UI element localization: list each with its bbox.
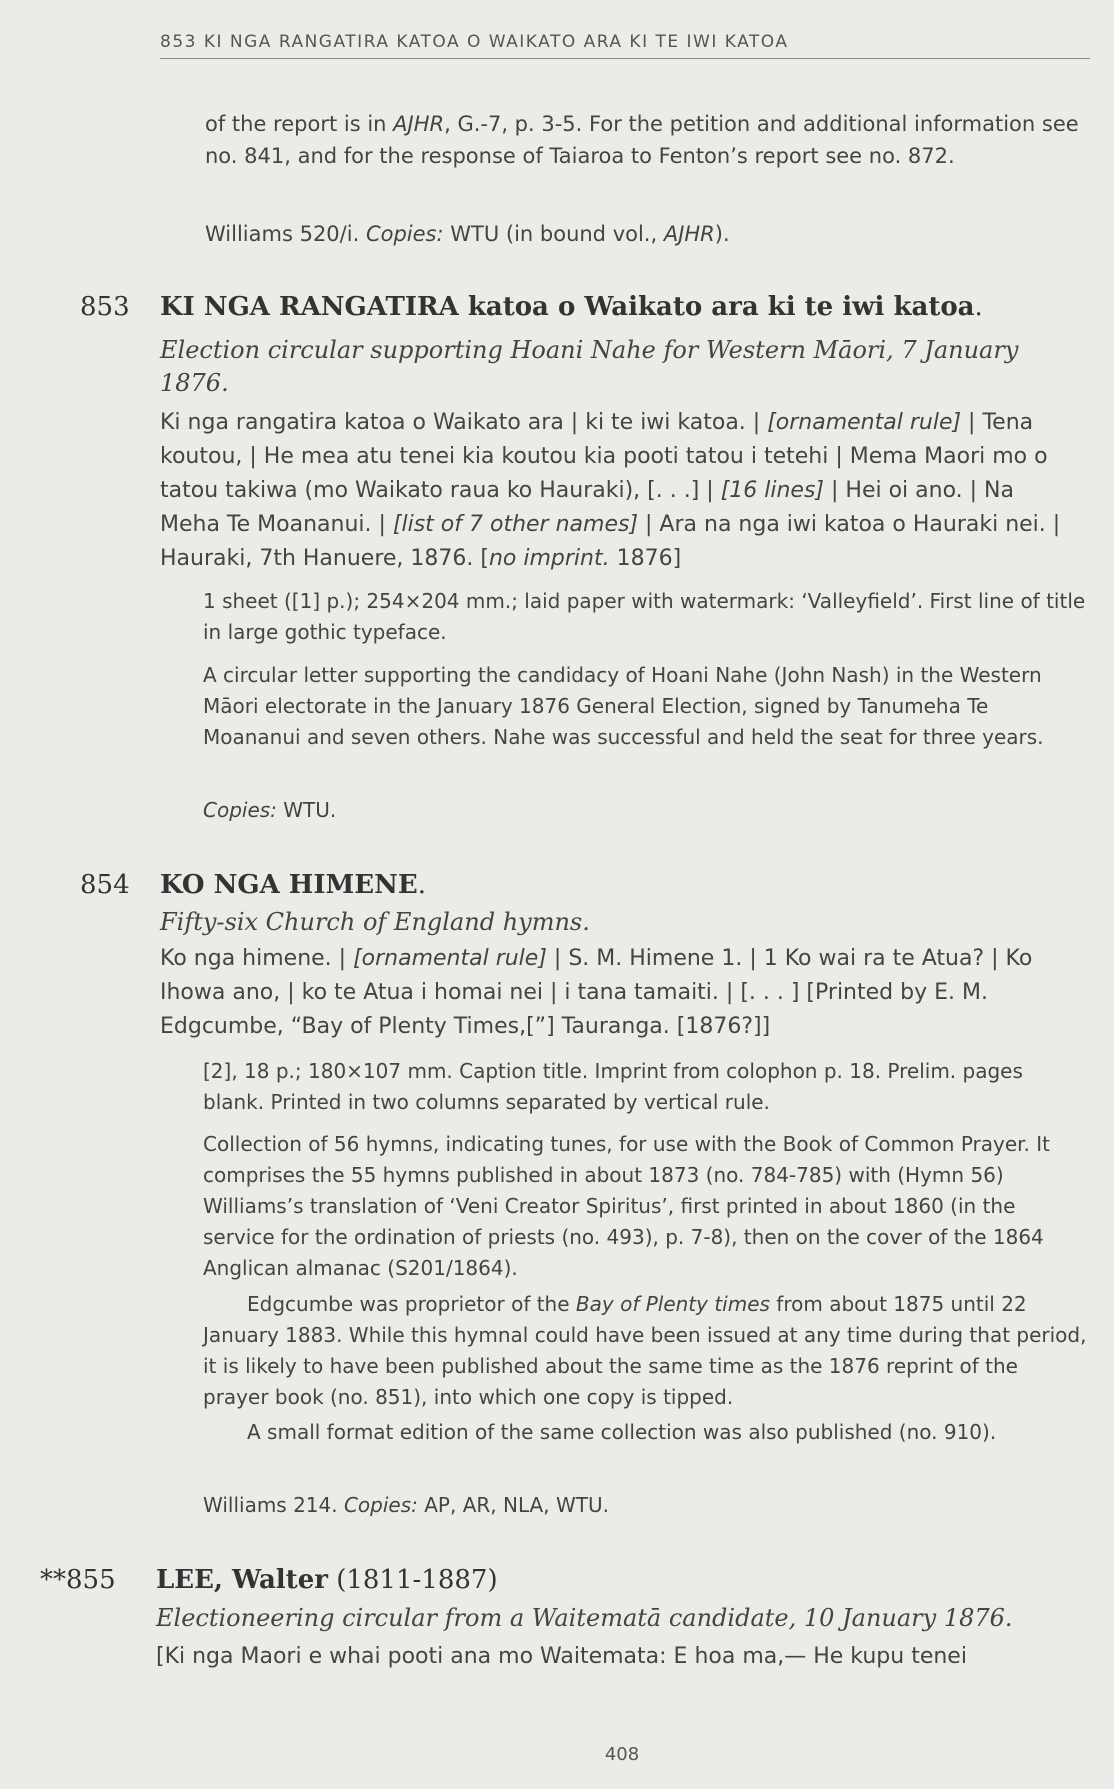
entry-copies-854: Williams 214. Copies: AP, AR, NLA, WTU. — [203, 1493, 609, 1517]
transcription-segment: [list of 7 other names] — [392, 512, 639, 537]
transcription-segment: Ko nga himene. | — [160, 946, 354, 971]
entry-heading-855: LEE, Walter (1811-1887) — [156, 1565, 498, 1595]
running-head: 853 KI NGA RANGATIRA KATOA O WAIKATO ARA KI TE IWI KATOA — [160, 32, 1090, 59]
transcription-segment: | Ara na nga iwi katoa o Hauraki nei. | Hauraki, 7th Hanuere, 1876. [ — [160, 512, 1061, 571]
transcription-segment: Ki nga rangatira katoa o Waikato ara | ki te iwi katoa. | — [160, 410, 768, 435]
entry-physical-854: [2], 18 p.; 180×107 mm. Caption title. Imprint from colophon p. 18. Prelim. pages blank. Printed in two columns separated by vertical rule. — [203, 1059, 1023, 1114]
transcription-segment: 1876] — [609, 546, 682, 571]
entry-subtitle-853: Election circular supporting Hoani Nahe for Western Māori, 7 January 1876. — [160, 336, 1019, 397]
entry-physical-853: 1 sheet ([1] p.); 254×204 mm.; laid paper with watermark: ‘Valleyfield’. First line of title in large gothic typeface. — [203, 589, 1086, 644]
transcription-segment: [ornamental rule] — [767, 410, 962, 435]
entry-subtitle-855: Electioneering circular from a Waitematā candidate, 10 January 1876. — [156, 1604, 1013, 1632]
continuation-note: of the report is in AJHR, G.-7, p. 3-5. For the petition and additional information see no. 841, and for the response of Taiaroa to Fenton’s report see no. 872. — [205, 112, 1079, 168]
continuation-copies: Williams 520/i. Copies: WTU (in bound vol., AJHR). — [205, 222, 730, 246]
entry-note-853: A circular letter supporting the candidacy of Hoani Nahe (John Nash) in the Western Māori electorate in the January 1876 General Election, signed by Tanumeha Te Moananui and seven others. Nahe was successful and held the seat for three years. — [203, 663, 1044, 749]
entry-note-854-edition: A small format edition of the same collection was also published (no. 910). — [247, 1420, 997, 1444]
page-number: 408 — [604, 1744, 640, 1765]
entry-transcription-853 — [160, 406, 1075, 576]
entry-copies-853: Copies: WTU. — [203, 798, 337, 822]
transcription-segment: no imprint. — [488, 546, 610, 571]
transcription-segment: | Tena koutou, | He mea atu tenei kia koutou kia pooti tatou i tetehi | Mema Maori mo o tatou takiwa (mo Waikato raua ko Hauraki), [. . .] | — [160, 410, 1048, 503]
entry-number-853: 853 — [80, 292, 130, 322]
transcription-segment: | Hei oi ano. | Na Meha Te Moananui. | — [160, 478, 1014, 537]
entry-note-854-edgcumbe: Edgcumbe was proprietor of the Bay of Plenty times from about 1875 until 22 January 1883. While this hymnal could have been issued at any time during that period, it is likely to have been published about the same time as the 1876 reprint of the prayer book (no. 851), into which one copy is tipped. — [203, 1292, 1087, 1409]
entry-number-855: **855 — [40, 1565, 116, 1595]
entry-transcription-855: [Ki nga Maori e whai pooti ana mo Waitemata: E hoa ma,— He kupu tenei — [156, 1644, 967, 1669]
transcription-segment: [16 lines] — [720, 478, 825, 503]
entry-heading-854: KO NGA HIMENE. — [160, 870, 426, 900]
entry-heading-853: KI NGA RANGATIRA katoa o Waikato ara ki te iwi katoa. — [160, 292, 983, 322]
transcription-segment: [ornamental rule] — [353, 946, 547, 971]
entry-transcription-854 — [160, 942, 1075, 1044]
entry-number-854: 854 — [80, 870, 130, 900]
entry-note-854-collection: Collection of 56 hymns, indicating tunes, for use with the Book of Common Prayer. It comprises the 55 hymns published in about 1873 (no. 784-785) with (Hymn 56) Williams’s translation of ‘Veni Creator Spiritus’, first printed in about 1860 (in the service for the ordination of priests (no. 493), p. 7-8), then on the cover of the 1864 Anglican almanac (S201/1864). — [203, 1132, 1050, 1280]
transcription-segment: | S. M. Himene 1. | 1 Ko wai ra te Atua? | Ko Ihowa ano, | ko te Atua i homai nei | i tana tamaiti. | [. . . ] [Printed by E. M. Edgcumbe, “Bay of Plenty Times,[”] Tauranga. [1876?]] — [160, 946, 1033, 1039]
entry-subtitle-854: Fifty-six Church of England hymns. — [160, 908, 590, 936]
